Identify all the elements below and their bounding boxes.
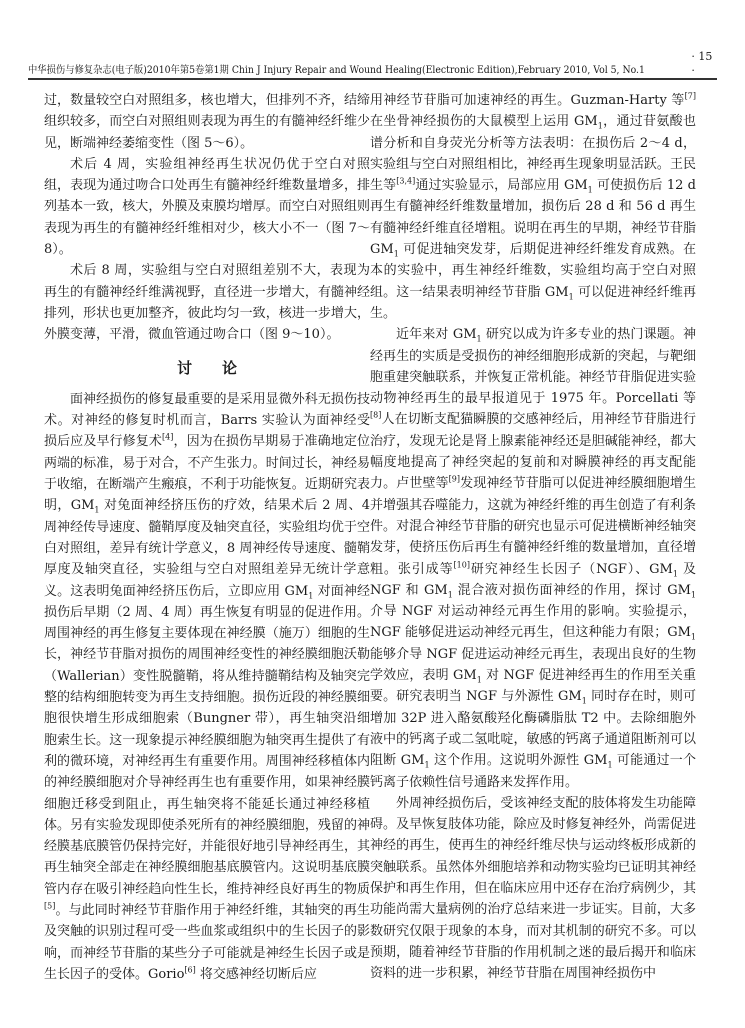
subscript: 1 [587,185,593,195]
subscript: 1 [476,334,482,344]
running-header [28,50,717,80]
subscript: 1 [568,292,574,302]
journal-citation: 中华损伤与修复杂志(电子版)2010年第5卷第1期 Chin J Injury Repair and Wound Healing(Electronic Edition),February 2010, Vol 5, No.1 [28,65,645,76]
text-run: ，通过苷氨酸也谱分析和自身荧光分析等方法表明：在损伤后 2～4 d，实验组与空白对照组相比，神经再生现象明显活跃。王民生等 [370,114,696,194]
text-run: 对兔面神经挤压伤的疗效，结果术后 2 周、4 周神经传导速度、髓鞘厚度及轴突直径，实验组均优于空白对照组，差异有统计学意义，8 周神经传导速度、髓鞘厚度及轴突直径，实验组与空白对照组差异无统计学意义。这表明兔面神经挤压伤后，立即应用 GM [44,498,370,599]
citation-ref: [3,4] [396,176,416,186]
text-run: 对 NGF 促进神经再生的作用至关重要。研究表明当 NGF 与外源性 GM [370,668,696,705]
text-run: 将交感神经切断后应 [195,966,317,982]
page-number: · 15 · [691,50,713,77]
paragraph [370,90,696,324]
text-run: 发现神经节苷脂可以促进神经膜细胞增生并增强其吞噬能力，这就为神经纤维的再生创造了有利条件。对混合神经节苷脂的研究也显示可促进横断神经轴突发芽，使挤压伤后再生有髓神经纤维的数量增加，直径增粗。张引成等 [370,476,696,577]
subscript: 1 [308,591,314,601]
paragraph: 过，数量较空白对照组多，核也增大，但排列不齐，结缔组织较多，而空白对照组则表现为再生的有髓神经纤维少见，断端神经萎缩变性（图 5～6）。 [44,93,370,151]
text-run: ，因为在损伤早期易于准确地定位两端的标准，易于对合，不产生张力。时间过长，神经易于收缩，在断端产生瘢痕，不利于功能恢复。近期研究表明，GM [44,434,370,514]
text-run: 可使损伤后 12 d 再生有髓神经纤维数量增加，损伤后 28 d 和 56 d 再生有髓神经纤维直径增粗。说明在再生的早期，神经节苷脂 GM [370,178,696,258]
text-run: 近年来对 GM [396,327,477,343]
text-run: 用神经节苷脂可加速神经的再生。Guzman-Harty 等 [370,93,685,108]
text-run: 这个作用。这说明外源性 GM [429,753,608,769]
text-run: 对面神经损伤后早期（2 周、4 周）再生恢复有明显的促进作用。周围神经的再生修复主要体现在神经膜（施万）细胞的生长，神经节苷脂对损伤的周围神经变性的神经膜细胞沃勒（Wallerian）变性脱髓鞘，将从维持髓鞘结构及轴突完整的结构细胞转变为再生支持细胞。损伤近段的神经膜细胞很快增生形成细胞索（Bungner 带），再生轴突沿细胞索生长。这一现象提示神经膜细胞为轴突再生提供了有利的微环境，对神经再生有重要作用。周围神经移植体内的神经膜细胞对介导神经再生也有重要作用，如果神经膜细胞迁移受到阻止，再生轴突将不能延长通过神经移植体。另有实验发现即使杀死所有的神经膜细胞，残留的神经膜基底膜管仍保持完好，并能很好地引导神经再生，其再生轴突全部走在神经膜细胞基底膜管内。这说明基底膜管内存在吸引神经趋向性生长，维持神经良好再生的物质 [44,583,370,897]
citation-ref: [9] [448,475,461,485]
text-run: 可促进轴突发芽，后期促进神经纤维发育成熟。在本的实验中，再生神经纤维数，实验组均高于空白对照组。这一结果表明神经节苷脂 GM [370,242,696,300]
text-run: 研究神经生长因子（NGF）、GM [469,561,673,577]
text-run: 在坐骨神经损伤的大鼠模型上运用 GM [370,114,598,130]
left-column [44,90,370,985]
paragraph: 术后 4 周，实验组神经再生状况仍优于空白对照组，表现为通过吻合口处再生有髓神经纤维数量增多，排列基本一致，核大，外膜及束膜均增厚。而空白对照组则表现为再生的有髓神经纤维相对少，核大小不一（图 7～8）。 [44,156,370,258]
citation-ref: [4] [162,433,174,443]
subscript: 1 [581,696,587,706]
subscript: 1 [690,633,696,643]
text-run: 能够介导 NGF 促进运动神经元再生，表现出良好的生物学效应，表明 GM [370,646,696,684]
subscript: 1 [672,569,678,579]
text-run: 介导 NGF 对运动神经元再生作用的影响。实验提示，NGF 能够促进运动神经元再生，但这种能力有限；GM [370,604,696,641]
paragraph [370,324,696,793]
subscript: 1 [597,121,603,131]
subscript: 1 [476,675,482,685]
subscript: 1 [94,505,100,515]
text-run: 同时存在时，则可增加 32P 进入酪氨酸羟化酶磷脂肽 T2 中。去除细胞外液中的钙离子或二氢吡啶，敏感的钙离子通道阻断剂可以阻断 GM [370,689,696,769]
text-run: 可能通过一个钙离子依赖性信号通路来发挥作用。 [370,753,696,790]
paragraph [44,389,370,985]
section-heading: 讨论 [176,358,267,377]
text-run: 混合液对损伤面神经的作用，探讨 GM [452,582,691,598]
citation-ref: [7] [684,91,696,101]
text-run: 及 NGF 和 GM [370,561,696,598]
text-run: 。与此同时神经节苷脂作用于神经纤维，其轴突的再生及突触的识别过程可受一些血浆或组织中的生长因子的影响，而神经节苷脂的某些分子可能就是神经生长因子或是生长因子的受体。Gorio [44,902,370,982]
subscript: 1 [690,590,696,600]
text-run: 研究以成为许多专业的热门课题。神经再生的实质是受损伤的神经细胞形成新的突起，与靶细胞重建突触联系，并恢复正常机能。神经节苷脂促进实验动物神经再生的最早报道见于 1975 年。Porcellati 等 [370,327,696,407]
right-column [370,90,696,984]
subscript: 1 [393,249,399,259]
subscript: 1 [424,760,430,770]
citation-ref: [10] [453,560,470,570]
subscript: 1 [607,760,613,770]
subscript: 1 [447,590,453,600]
paragraph: 术后 8 周，实验组与空白对照组差别不大，表现为再生的有髓神经纤维满视野，直径进一步增大，有髓神经排列，形状也更加整齐，彼此均匀一致，核进一步增大，外膜变薄，平滑，微血管通过吻合口（图 9～10）。 [44,263,370,343]
paragraph: 外周神经损伤后，受该神经支配的肢体将发生功能障碍。及早恢复肢体功能，除应及时修复神经外，尚需促进神经的再生，使再生的神经纤维尽快与运动终板形成新的突触联系。虽然体外细胞培养和动物实验均已证明其神经保护和再生作用，但在临床应用中还存在治疗病例少，其功能尚需大量病例的治疗总结来进一步证实。目前，大多数研究仅限于现象的本身，而对其机制的研究不多。可以预期，随着神经节苷脂的作用机制之迷的最后揭开和临床资料的进一步积累，神经节苷脂在周围神经损伤中 [370,795,696,982]
citation-ref: [8] [370,411,382,421]
text-run: 可以促进神经纤维再生。 [370,284,696,321]
text-run: 人在切断支配猫瞬膜的交感神经后，用神经节苷脂进行治疗，发现无论是肾上腺素能神经还是胆碱能神经，都大幅度地提高了神经突起的复前和对瞬膜神经的再支配能力。卢世壁等 [370,412,696,492]
text-run: 面神经损伤的修复最重要的是采用显微外科无损伤技术。对神经的修复时机而言，Barrs 实验认为面神经受损后应及早行修复术 [44,391,370,450]
text-run: 通过实验显示，局部应用 GM [415,178,588,194]
citation-ref: [5] [44,901,56,911]
citation-ref: [6] [184,965,196,975]
